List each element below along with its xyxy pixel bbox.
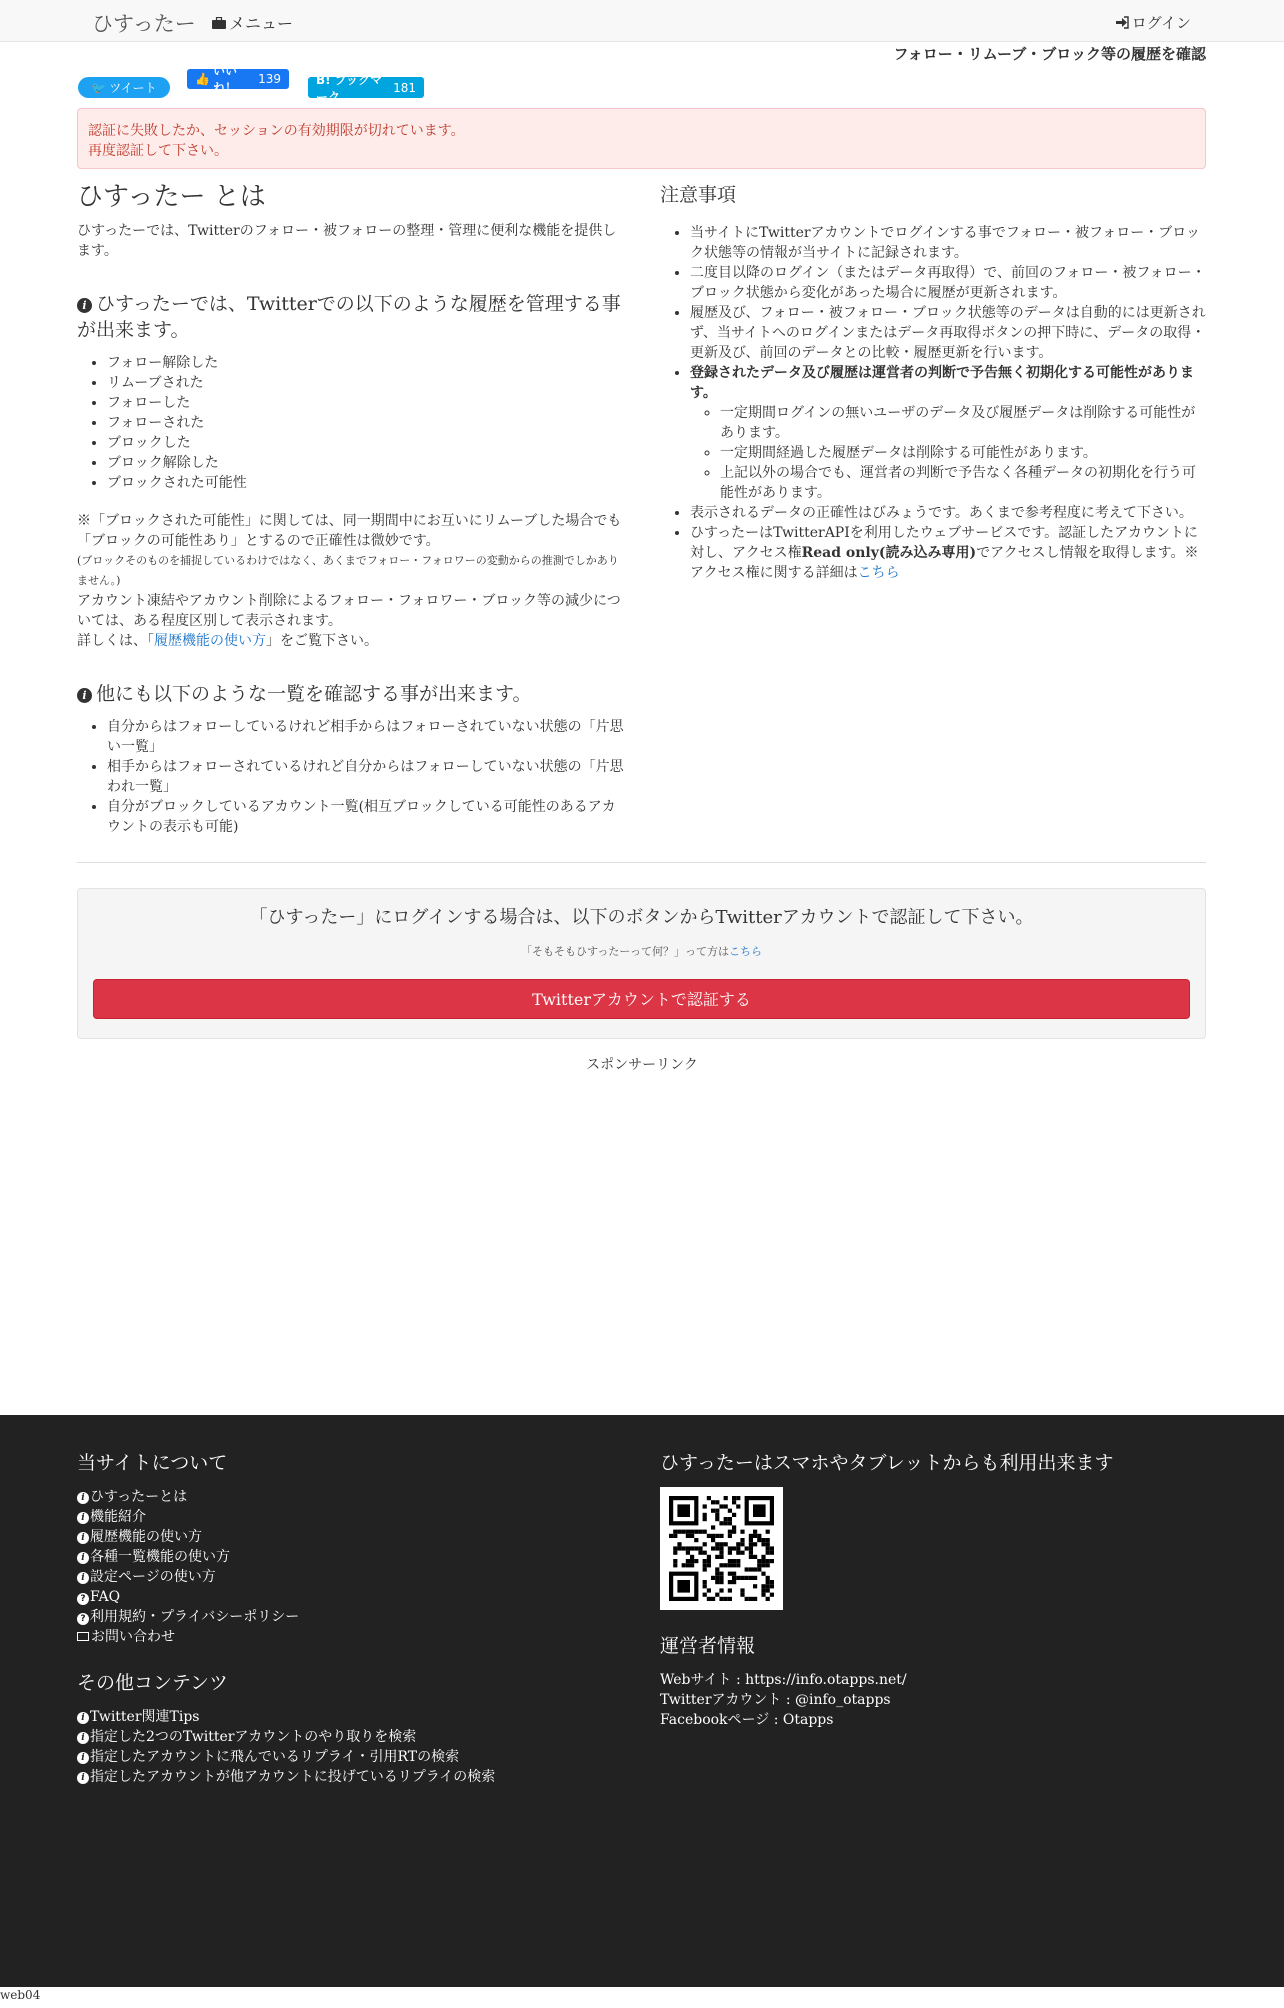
reset-warning: 登録されたデータ及び履歴は運営者の判断で予告無く初期化する可能性があります。	[690, 365, 1194, 401]
link-text: FAQ	[90, 1589, 121, 1605]
notice-sub-list	[690, 403, 1208, 503]
info-circle-icon: i	[77, 1732, 89, 1744]
menu-label: メニュー	[229, 14, 294, 33]
api-note-b: でアクセスし情報を取得します。※アクセス権に関する詳細は	[690, 545, 1199, 581]
qr-code-image	[660, 1487, 783, 1610]
list-item: • ブロックした	[107, 433, 627, 453]
api-note-a: ひすったーはTwitterAPIを利用したウェブサービスです。認証したアカウントに対し、アクセス権	[690, 525, 1198, 561]
notice-section	[660, 183, 1208, 583]
history-list	[77, 353, 627, 493]
footer-link-features[interactable]	[77, 1507, 637, 1527]
thumbs-up-icon: 👍	[195, 72, 210, 86]
sign-in-icon	[1116, 16, 1129, 29]
info-circle-icon: i	[77, 1552, 89, 1564]
info-circle-icon: i	[77, 1752, 89, 1764]
question-circle-icon: ?	[77, 1593, 89, 1605]
info-circle-icon: i	[77, 1532, 89, 1544]
list-item: • 履歴及び、フォロー・被フォロー・ブロック状態等のデータは自動的には更新されず、当サイトへのログインまたはデータ再取得ボタンの押下時に、データの取得・更新及び、前回のデータとの比較・履歴更新を行います。	[690, 303, 1208, 363]
feature-list	[77, 717, 627, 837]
suspend-note: アカウント凍結やアカウント削除によるフォロー・フォロワー・ブロック等の減少については、ある程度区別して表示されます。	[77, 593, 621, 629]
list-item: • フォロー解除した	[107, 353, 627, 373]
list-item: • 当サイトにTwitterアカウントでログインする事でフォロー・被フォロー・ブロック状態等の情報が当サイトに記録されます。	[690, 223, 1208, 263]
link-text: 設定ページの使い方	[90, 1569, 216, 1585]
about-section	[77, 183, 627, 837]
detail-suffix: 」をご覧下さい。	[266, 633, 378, 649]
access-detail-link[interactable]: こちら	[857, 565, 900, 581]
read-only-label: Read only(読み込み専用)	[801, 545, 977, 561]
list-heading-text: 他にも以下のような一覧を確認する事が出来ます。	[96, 683, 532, 705]
footer-link-terms[interactable]	[77, 1607, 637, 1627]
info-circle-icon: i	[77, 1572, 89, 1584]
info-circle-icon: i	[77, 1492, 89, 1504]
envelope-icon	[77, 1632, 89, 1641]
footer-right	[660, 1453, 1220, 1730]
info-circle-icon: i	[77, 1712, 89, 1724]
operator-website[interactable]: Webサイト : https://info.otapps.net/	[660, 1672, 907, 1688]
link-text: 機能紹介	[90, 1509, 146, 1525]
history-heading-text: ひすったーでは、Twitterでの以下のような履歴を管理する事が出来ます。	[77, 293, 621, 341]
list-item: • ブロックされた可能性	[107, 473, 627, 493]
footer-link-reply-search[interactable]	[77, 1747, 637, 1767]
mobile-heading: ひすったーはスマホやタブレットからも利用出来ます	[660, 1452, 1114, 1474]
about-intro: ひすったーでは、Twitterのフォロー・被フォローの整理・管理に便利な機能を提供します。	[77, 223, 617, 259]
auth-error-alert	[77, 108, 1206, 169]
footer-link-outgoing-reply-search[interactable]	[77, 1767, 637, 1787]
list-item: • 表示されるデータの正確性はびみょうです。あくまで参考程度に考えて下さい。	[690, 503, 1208, 523]
link-text: 指定したアカウントが他アカウントに投げているリプライの検索	[90, 1769, 496, 1785]
facebook-like-button[interactable]	[187, 64, 289, 95]
question-circle-icon: ?	[77, 1613, 89, 1625]
info-circle-icon: i	[77, 1512, 89, 1524]
list-heading	[77, 681, 627, 707]
notice-title: 注意事項	[660, 184, 737, 206]
brand-logo[interactable]: ひすったー	[92, 12, 196, 36]
footer-link-history-guide[interactable]	[77, 1527, 637, 1547]
what-is-link[interactable]: こちら	[728, 945, 762, 958]
twitter-bird-icon: 🐦	[91, 80, 107, 95]
login-panel-note	[78, 943, 1205, 959]
like-label: いいね！	[212, 64, 237, 95]
alert-line-1: 認証に失敗したか、セッションの有効期限が切れています。	[88, 123, 465, 139]
list-item: • ブロック解除した	[107, 453, 627, 473]
about-title: ひすったー とは	[77, 182, 266, 212]
link-text: お問い合わせ	[91, 1629, 175, 1645]
build-id: web04	[0, 1988, 41, 2002]
bookmark-label: B! ブックマーク	[316, 72, 382, 104]
footer-left	[77, 1453, 637, 1787]
hatena-bookmark-button[interactable]	[308, 72, 424, 104]
list-item: • フォローされた	[107, 413, 627, 433]
login-label: ログイン	[1131, 14, 1191, 32]
operator-twitter[interactable]: Twitterアカウント : @info_otapps	[660, 1692, 891, 1708]
list-item: • 相手からはフォローされているけれど自分からはフォローしていない状態の「片思われ一覧」	[107, 757, 627, 797]
info-circle-icon: i	[77, 1772, 89, 1784]
list-item: ◦ 一定期間ログインの無いユーザのデータ及び履歴データは削除する可能性があります。	[720, 403, 1208, 443]
divider	[77, 862, 1206, 863]
link-text: 利用規約・プライバシーポリシー	[90, 1609, 300, 1625]
history-heading	[77, 291, 627, 343]
footer-link-about[interactable]	[77, 1487, 637, 1507]
list-item	[690, 363, 1208, 503]
list-item	[690, 523, 1208, 583]
about-site-links	[77, 1487, 637, 1647]
footer-link-conversation-search[interactable]	[77, 1727, 637, 1747]
link-text: 指定したアカウントに飛んでいるリプライ・引用RTの検索	[90, 1749, 460, 1765]
login-panel-title: 「ひすったー」にログインする場合は、以下のボタンからTwitterアカウントで認証して下さい。	[249, 907, 1034, 928]
history-guide-link[interactable]: 履歴機能の使い方	[154, 633, 266, 649]
list-item: • 二度目以降のログイン（またはデータ再取得）で、前回のフォロー・被フォロー・ブロック状態から変化があった場合に履歴が更新されます。	[690, 263, 1208, 303]
footer-link-settings-guide[interactable]	[77, 1567, 637, 1587]
list-item: • リムーブされた	[107, 373, 627, 393]
sponsor-label: スポンサーリンク	[586, 1057, 698, 1073]
footer-link-contact[interactable]	[77, 1627, 637, 1647]
list-item: • 自分からはフォローしているけれど相手からはフォローされていない状態の「片思い一覧」	[107, 717, 627, 757]
navbar	[0, 0, 1284, 42]
briefcase-icon	[212, 17, 226, 29]
detail-prefix: 詳しくは、「	[77, 633, 154, 649]
list-item: • 自分がブロックしているアカウント一覧(相互ブロックしている可能性のあるアカウントの表示も可能)	[107, 797, 627, 837]
block-note: ※「ブロックされた可能性」に関しては、同一期間中にお互いにリムーブした場合でも「ブロックの可能性あり」とするので正確性は微妙です。	[77, 513, 622, 549]
footer-link-list-guide[interactable]	[77, 1547, 637, 1567]
list-item: ◦ 上記以外の場合でも、運営者の判断で予告なく各種データの初期化を行う可能性があります。	[720, 463, 1208, 503]
link-text: ひすったーとは	[90, 1489, 188, 1505]
list-item: • フォローした	[107, 393, 627, 413]
qr-code-graphic	[660, 1487, 783, 1610]
menu-button[interactable]	[212, 11, 293, 34]
other-contents-links	[77, 1707, 637, 1787]
footer-link-faq[interactable]	[77, 1587, 637, 1607]
detail-note	[77, 631, 627, 651]
block-note-small: (ブロックそのものを捕捉しているわけではなく、あくまでフォロー・フォロワーの変動からの推測でしかありません。)	[77, 554, 619, 587]
like-count: 139	[258, 72, 281, 86]
link-text: 履歴機能の使い方	[90, 1529, 202, 1545]
tweet-button[interactable]	[78, 77, 170, 98]
link-text: Twitter関連Tips	[90, 1709, 200, 1725]
note-prefix: 「そもそもひすったーって何？」って方は	[521, 945, 729, 958]
bookmark-count: 181	[393, 80, 416, 95]
about-site-heading: 当サイトについて	[77, 1452, 228, 1474]
login-panel	[77, 888, 1206, 1039]
info-circle-icon: i	[77, 298, 92, 313]
other-contents-heading: その他コンテンツ	[77, 1672, 229, 1694]
alert-line-2: 再度認証して下さい。	[88, 143, 228, 159]
info-circle-icon: i	[77, 688, 92, 703]
footer-link-tips[interactable]	[77, 1707, 637, 1727]
link-text: 各種一覧機能の使い方	[90, 1549, 230, 1565]
login-button[interactable]	[1116, 12, 1191, 33]
tweet-label: ツイート	[109, 81, 157, 95]
link-text: 指定した2つのTwitterアカウントのやり取りを検索	[90, 1729, 417, 1745]
twitter-auth-button[interactable]: Twitterアカウントで認証する	[93, 979, 1190, 1019]
operator-facebook[interactable]: Facebookページ : Otapps	[660, 1712, 834, 1728]
footer	[0, 1415, 1284, 1987]
list-item: ◦ 一定期間経過した履歴データは削除する可能性があります。	[720, 443, 1208, 463]
notice-list	[660, 223, 1208, 583]
site-tagline: フォロー・リムーブ・ブロック等の履歴を確認	[893, 45, 1206, 63]
operator-heading: 運営者情報	[660, 1635, 756, 1657]
